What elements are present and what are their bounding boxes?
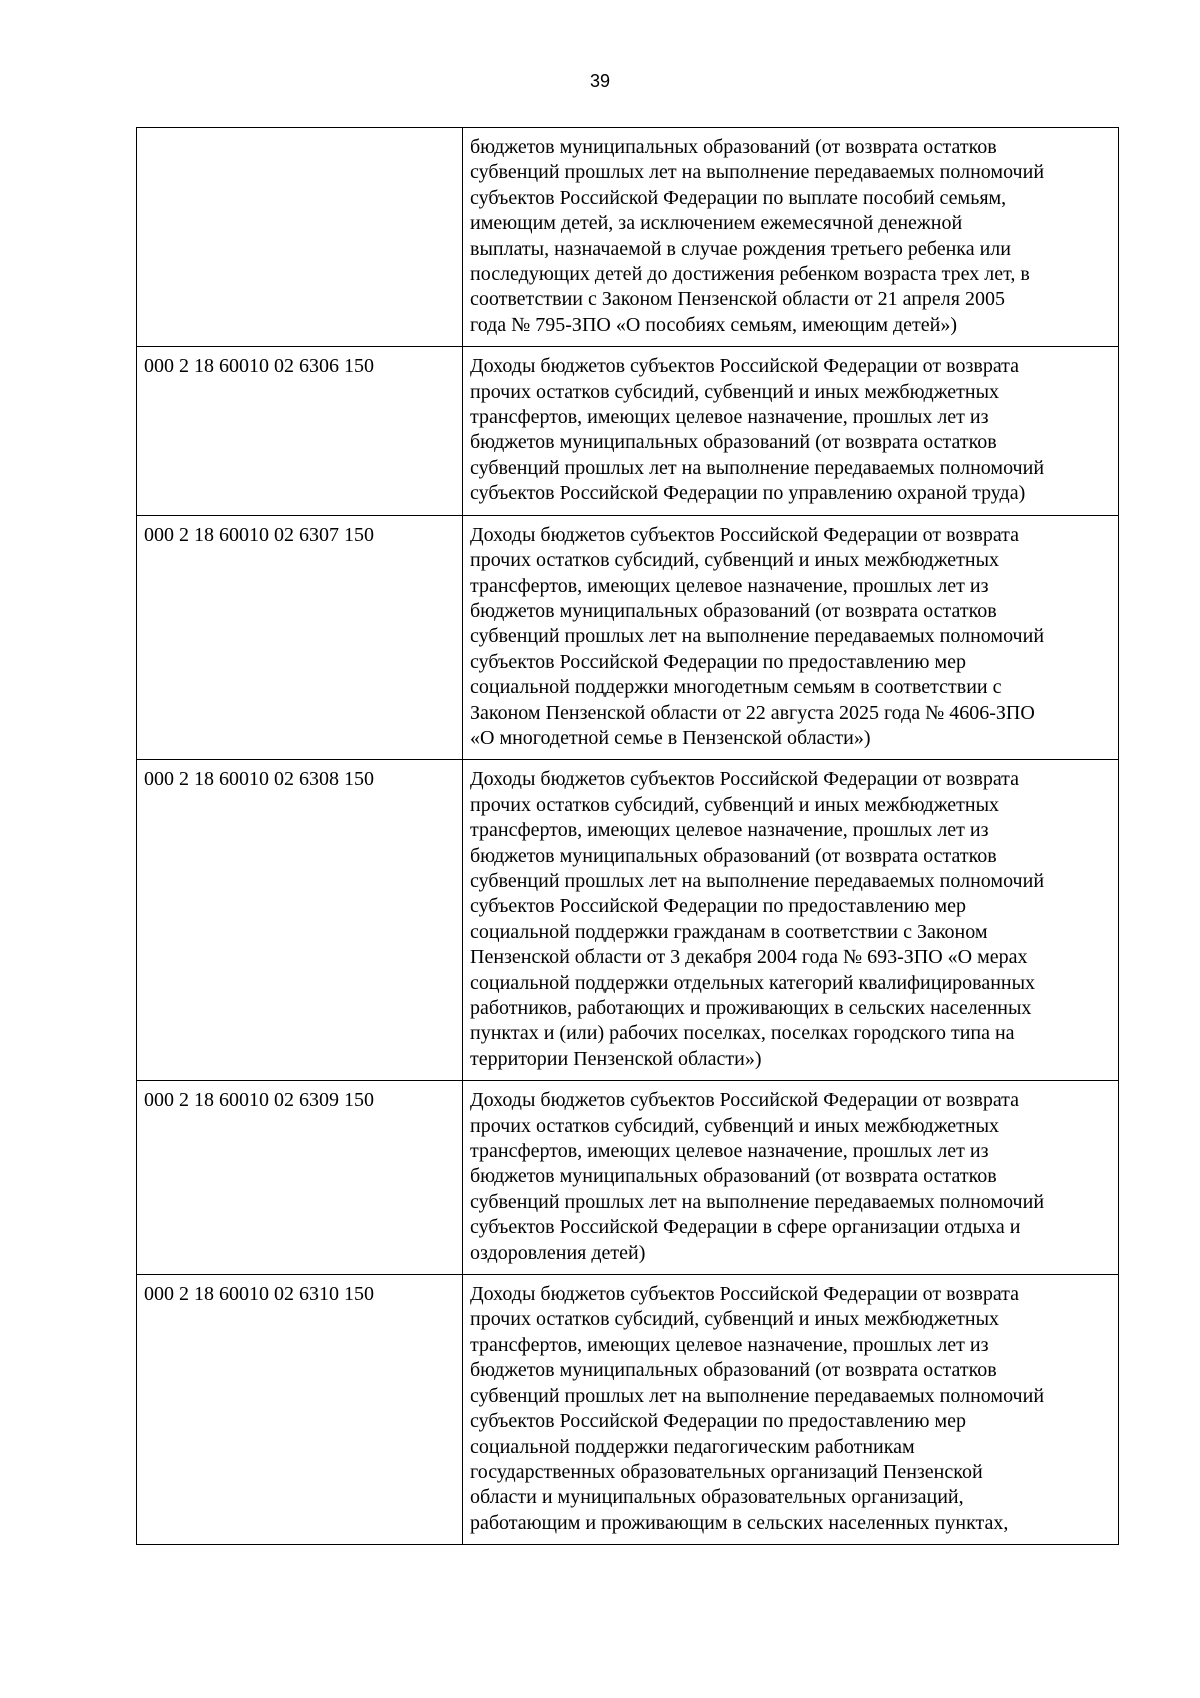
description-text: Доходы бюджетов субъектов Российской Федерации от возврата прочих остатков субсидий, субвенций и иных межбюджетных трансфертов, имеющих целевое назначение, прошлых лет из бюджетов муниципальных образований (от возврата остатков субвенций прошлых лет на выполнение передаваемых полномочий субъектов Российской Федерации в сфере организации отдыха и оздоровления детей) xyxy=(470,1089,1045,1264)
description-cell xyxy=(463,1275,1119,1545)
description-text: Доходы бюджетов субъектов Российской Федерации от возврата прочих остатков субсидий, субвенций и иных межбюджетных трансфертов, имеющих целевое назначение, прошлых лет из бюджетов муниципальных образований (от возврата остатков субвенций прошлых лет на выполнение передаваемых полномочий субъектов Российской Федерации по предоставлению мер социальной поддержки многодетным семьям в соответствии с Законом Пензенской области от 22 августа 2025 года № 4606-ЗПО «О многодетной семье в Пензенской области») xyxy=(470,523,1045,749)
table-row xyxy=(137,128,1119,347)
description-cell xyxy=(463,515,1119,760)
budget-code-cell: 000 2 18 60010 02 6309 150 xyxy=(137,1081,463,1275)
description-text: Доходы бюджетов субъектов Российской Федерации от возврата прочих остатков субсидий, субвенций и иных межбюджетных трансфертов, имеющих целевое назначение, прошлых лет из бюджетов муниципальных образований (от возврата остатков субвенций прошлых лет на выполнение передаваемых полномочий субъектов Российской Федерации по предоставлению мер социальной поддержки педагогическим работникам государственных образовательных организаций Пензенской области и муниципальных образовательных организаций, работающим и проживающим в сельских населенных пунктах, xyxy=(470,1283,1045,1534)
table-row xyxy=(137,1275,1119,1545)
budget-code-cell: 000 2 18 60010 02 6308 150 xyxy=(137,760,463,1081)
table-row xyxy=(137,515,1119,760)
description-cell xyxy=(463,128,1119,347)
budget-code-cell xyxy=(137,128,463,347)
table-row xyxy=(137,347,1119,515)
description-cell xyxy=(463,1081,1119,1275)
description-text: Доходы бюджетов субъектов Российской Федерации от возврата прочих остатков субсидий, субвенций и иных межбюджетных трансфертов, имеющих целевое назначение, прошлых лет из бюджетов муниципальных образований (от возврата остатков субвенций прошлых лет на выполнение передаваемых полномочий субъектов Российской Федерации по управлению охраной труда) xyxy=(470,355,1045,505)
budget-codes-table xyxy=(136,127,1119,1545)
description-cell xyxy=(463,760,1119,1081)
description-cell xyxy=(463,347,1119,515)
page-number: 39 xyxy=(589,71,611,91)
budget-code-cell: 000 2 18 60010 02 6307 150 xyxy=(137,515,463,760)
description-text: Доходы бюджетов субъектов Российской Федерации от возврата прочих остатков субсидий, субвенций и иных межбюджетных трансфертов, имеющих целевое назначение, прошлых лет из бюджетов муниципальных образований (от возврата остатков субвенций прошлых лет на выполнение передаваемых полномочий субъектов Российской Федерации по предоставлению мер социальной поддержки гражданам в соответствии с Законом Пензенской области от 3 декабря 2004 года № 693-ЗПО «О мерах социальной поддержки отдельных категорий квалифицированных работников, работающих и проживающих в сельских населенных пунктах и (или) рабочих поселках, поселках городского типа на территории Пензенской области») xyxy=(470,768,1045,1070)
table-row xyxy=(137,760,1119,1081)
table-row xyxy=(137,1081,1119,1275)
budget-code-cell: 000 2 18 60010 02 6310 150 xyxy=(137,1275,463,1545)
description-text: бюджетов муниципальных образований (от возврата остатков субвенций прошлых лет на выполнение передаваемых полномочий субъектов Российской Федерации по выплате пособий семьям, имеющим детей, за исключением ежемесячной денежной выплаты, назначаемой в случае рождения третьего ребенка или последующих детей до достижения ребенком возраста трех лет, в соответствии с Законом Пензенской области от 21 апреля 2005 года № 795-ЗПО «О пособиях семьям, имеющим детей») xyxy=(470,136,1045,336)
budget-code-cell: 000 2 18 60010 02 6306 150 xyxy=(137,347,463,515)
